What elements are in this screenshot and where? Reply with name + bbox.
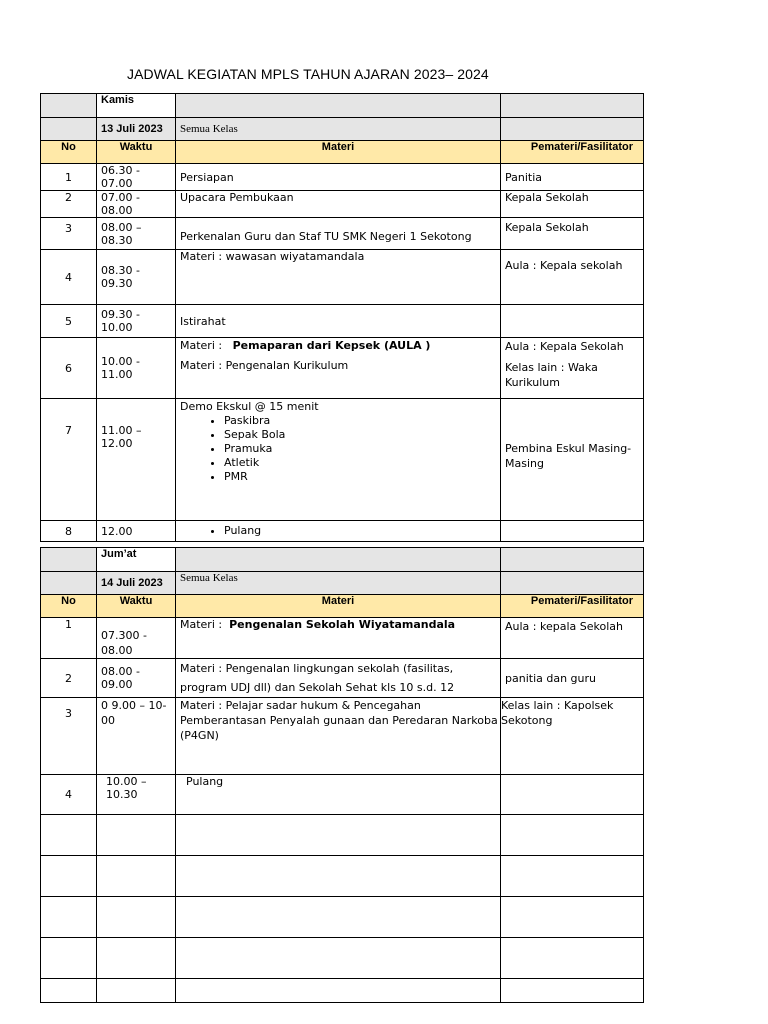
list-item: • Atletik (224, 456, 496, 470)
row-waktu: 12.00 (97, 521, 176, 542)
day-row (41, 94, 644, 118)
schedule-table-day2 (40, 547, 644, 1003)
date-row (41, 118, 644, 141)
list-item: • Paskibra (224, 414, 496, 428)
header-no: No (41, 595, 97, 618)
table-row (41, 191, 644, 218)
row-materi: Materi : wawasan wiyatamandala (176, 250, 501, 305)
table-row (41, 305, 644, 338)
row-pemateri: Kepala Sekolah (501, 218, 644, 250)
header-row (41, 141, 644, 164)
row-waktu: 07.00 - 08.00 (97, 191, 176, 218)
empty-row (41, 815, 644, 856)
day-label: Jum’at (97, 548, 176, 572)
schedule-table-day1 (40, 93, 644, 542)
blank-cell (176, 548, 501, 572)
row-pemateri: Aula : Kepala sekolah (501, 250, 644, 305)
row-no: 8 (41, 521, 97, 542)
row-waktu: 0 9.00 – 10-00 (97, 698, 176, 775)
row-no: 2 (41, 659, 97, 698)
table-row (41, 218, 644, 250)
row-materi: Persiapan (176, 164, 501, 191)
header-waktu: Waktu (97, 595, 176, 618)
empty-row (41, 938, 644, 979)
list-item: • Pramuka (224, 442, 496, 456)
empty-row (41, 979, 644, 1003)
row-waktu: 10.00 - 11.00 (97, 338, 176, 399)
list-item: • Pulang (224, 524, 496, 538)
header-waktu: Waktu (97, 141, 176, 164)
header-no: No (41, 141, 97, 164)
row-pemateri (501, 305, 644, 338)
row-pemateri: Pembina Eskul Masing-Masing (501, 399, 644, 521)
row-materi-cell (176, 399, 501, 521)
row-materi-cell (176, 338, 501, 399)
table-row (41, 659, 644, 698)
row-materi-cell (176, 618, 501, 659)
pemateri-line-2: Kelas lain : Waka Kurikulum (505, 361, 598, 389)
row-pemateri-cell (501, 338, 644, 399)
row-waktu: 11.00 – 12.00 (97, 399, 176, 521)
date-label: 14 Juli 2023 (97, 572, 176, 595)
blank-cell (501, 94, 644, 118)
row-materi: Materi : Pengenalan lingkungan sekolah (fasilitas, program UDJ dll) dan Sekolah Sehat kls 10 s.d. 12 (176, 659, 501, 698)
table-row (41, 338, 644, 399)
materi-prefix: Materi : (180, 339, 223, 352)
row-waktu: 10.00 – 10.30 (97, 775, 176, 815)
row-materi: Upacara Pembukaan (176, 191, 501, 218)
row-pemateri: Aula : kepala Sekolah (501, 618, 644, 659)
row-pemateri: panitia dan guru (501, 659, 644, 698)
kelas-label: Semua Kelas (176, 118, 501, 141)
row-waktu: 08.30 - 09.30 (97, 250, 176, 305)
blank-cell (41, 572, 97, 595)
table-row (41, 775, 644, 815)
header-row (41, 595, 644, 618)
materi-line: Demo Ekskul @ 15 menit (180, 400, 319, 413)
row-pemateri: Kepala Sekolah (501, 191, 644, 218)
blank-cell (501, 118, 644, 141)
blank-cell (41, 548, 97, 572)
row-pemateri: Panitia (501, 164, 644, 191)
table-row (41, 618, 644, 659)
row-materi: Materi : Pelajar sadar hukum & Pencegahan Pemberantasan Penyalah gunaan dan Peredaran Narkoba (P4GN) (176, 698, 501, 775)
row-no: 3 (41, 698, 97, 775)
date-label: 13 Juli 2023 (97, 118, 176, 141)
row-waktu: 08.00 – 08.30 (97, 218, 176, 250)
row-no: 5 (41, 305, 97, 338)
row-materi-cell (176, 521, 501, 542)
blank-cell (501, 572, 644, 595)
empty-row (41, 856, 644, 897)
blank-cell (501, 548, 644, 572)
header-pemateri: Pemateri/Fasilitator (501, 141, 644, 164)
row-no: 6 (41, 338, 97, 399)
row-no: 4 (41, 775, 97, 815)
day-row (41, 548, 644, 572)
row-waktu: 09.30 - 10.00 (97, 305, 176, 338)
document-title: JADWAL KEGIATAN MPLS TAHUN AJARAN 2023– 2024 (127, 66, 489, 82)
row-no: 1 (41, 164, 97, 191)
blank-cell (176, 94, 501, 118)
row-waktu: 06.30 - 07.00 (97, 164, 176, 191)
row-materi: Istirahat (176, 305, 501, 338)
kelas-label: Semua Kelas (176, 572, 501, 595)
pemateri-line-1: Aula : Kepala Sekolah (505, 340, 624, 353)
row-no: 3 (41, 218, 97, 250)
materi-line-2: Materi : Pengenalan Kurikulum (180, 359, 349, 372)
row-no: 4 (41, 250, 97, 305)
table-row (41, 698, 644, 775)
ekskul-list (180, 414, 496, 484)
materi-bold: Pengenalan Sekolah Wiyatamandala (229, 618, 456, 631)
row-waktu: 08.00 - 09.00 (97, 659, 176, 698)
date-row (41, 572, 644, 595)
header-materi: Materi (176, 141, 501, 164)
blank-cell (41, 94, 97, 118)
materi-prefix: Materi : (180, 618, 223, 631)
list-item: • PMR (224, 470, 496, 484)
row-pemateri: Kelas lain : Kapolsek Sekotong (501, 698, 644, 775)
table-row (41, 164, 644, 191)
row-materi: Perkenalan Guru dan Staf TU SMK Negeri 1 Sekotong (176, 218, 501, 250)
row-no: 7 (41, 399, 97, 521)
row-no: 2 (41, 191, 97, 218)
row-pemateri (501, 775, 644, 815)
row-pemateri (501, 521, 644, 542)
empty-row (41, 897, 644, 938)
row-no: 1 (41, 618, 97, 659)
row-waktu: 07.300 - 08.00 (97, 618, 176, 659)
day-label: Kamis (97, 94, 176, 118)
table-row (41, 250, 644, 305)
row-materi: Pulang (176, 775, 501, 815)
materi-bold: Pemaparan dari Kepsek (AULA ) (232, 339, 431, 352)
list-item: • Sepak Bola (224, 428, 496, 442)
header-materi: Materi (176, 595, 501, 618)
table-row (41, 399, 644, 521)
table-row (41, 521, 644, 542)
blank-cell (41, 118, 97, 141)
header-pemateri: Pemateri/Fasilitator (501, 595, 644, 618)
